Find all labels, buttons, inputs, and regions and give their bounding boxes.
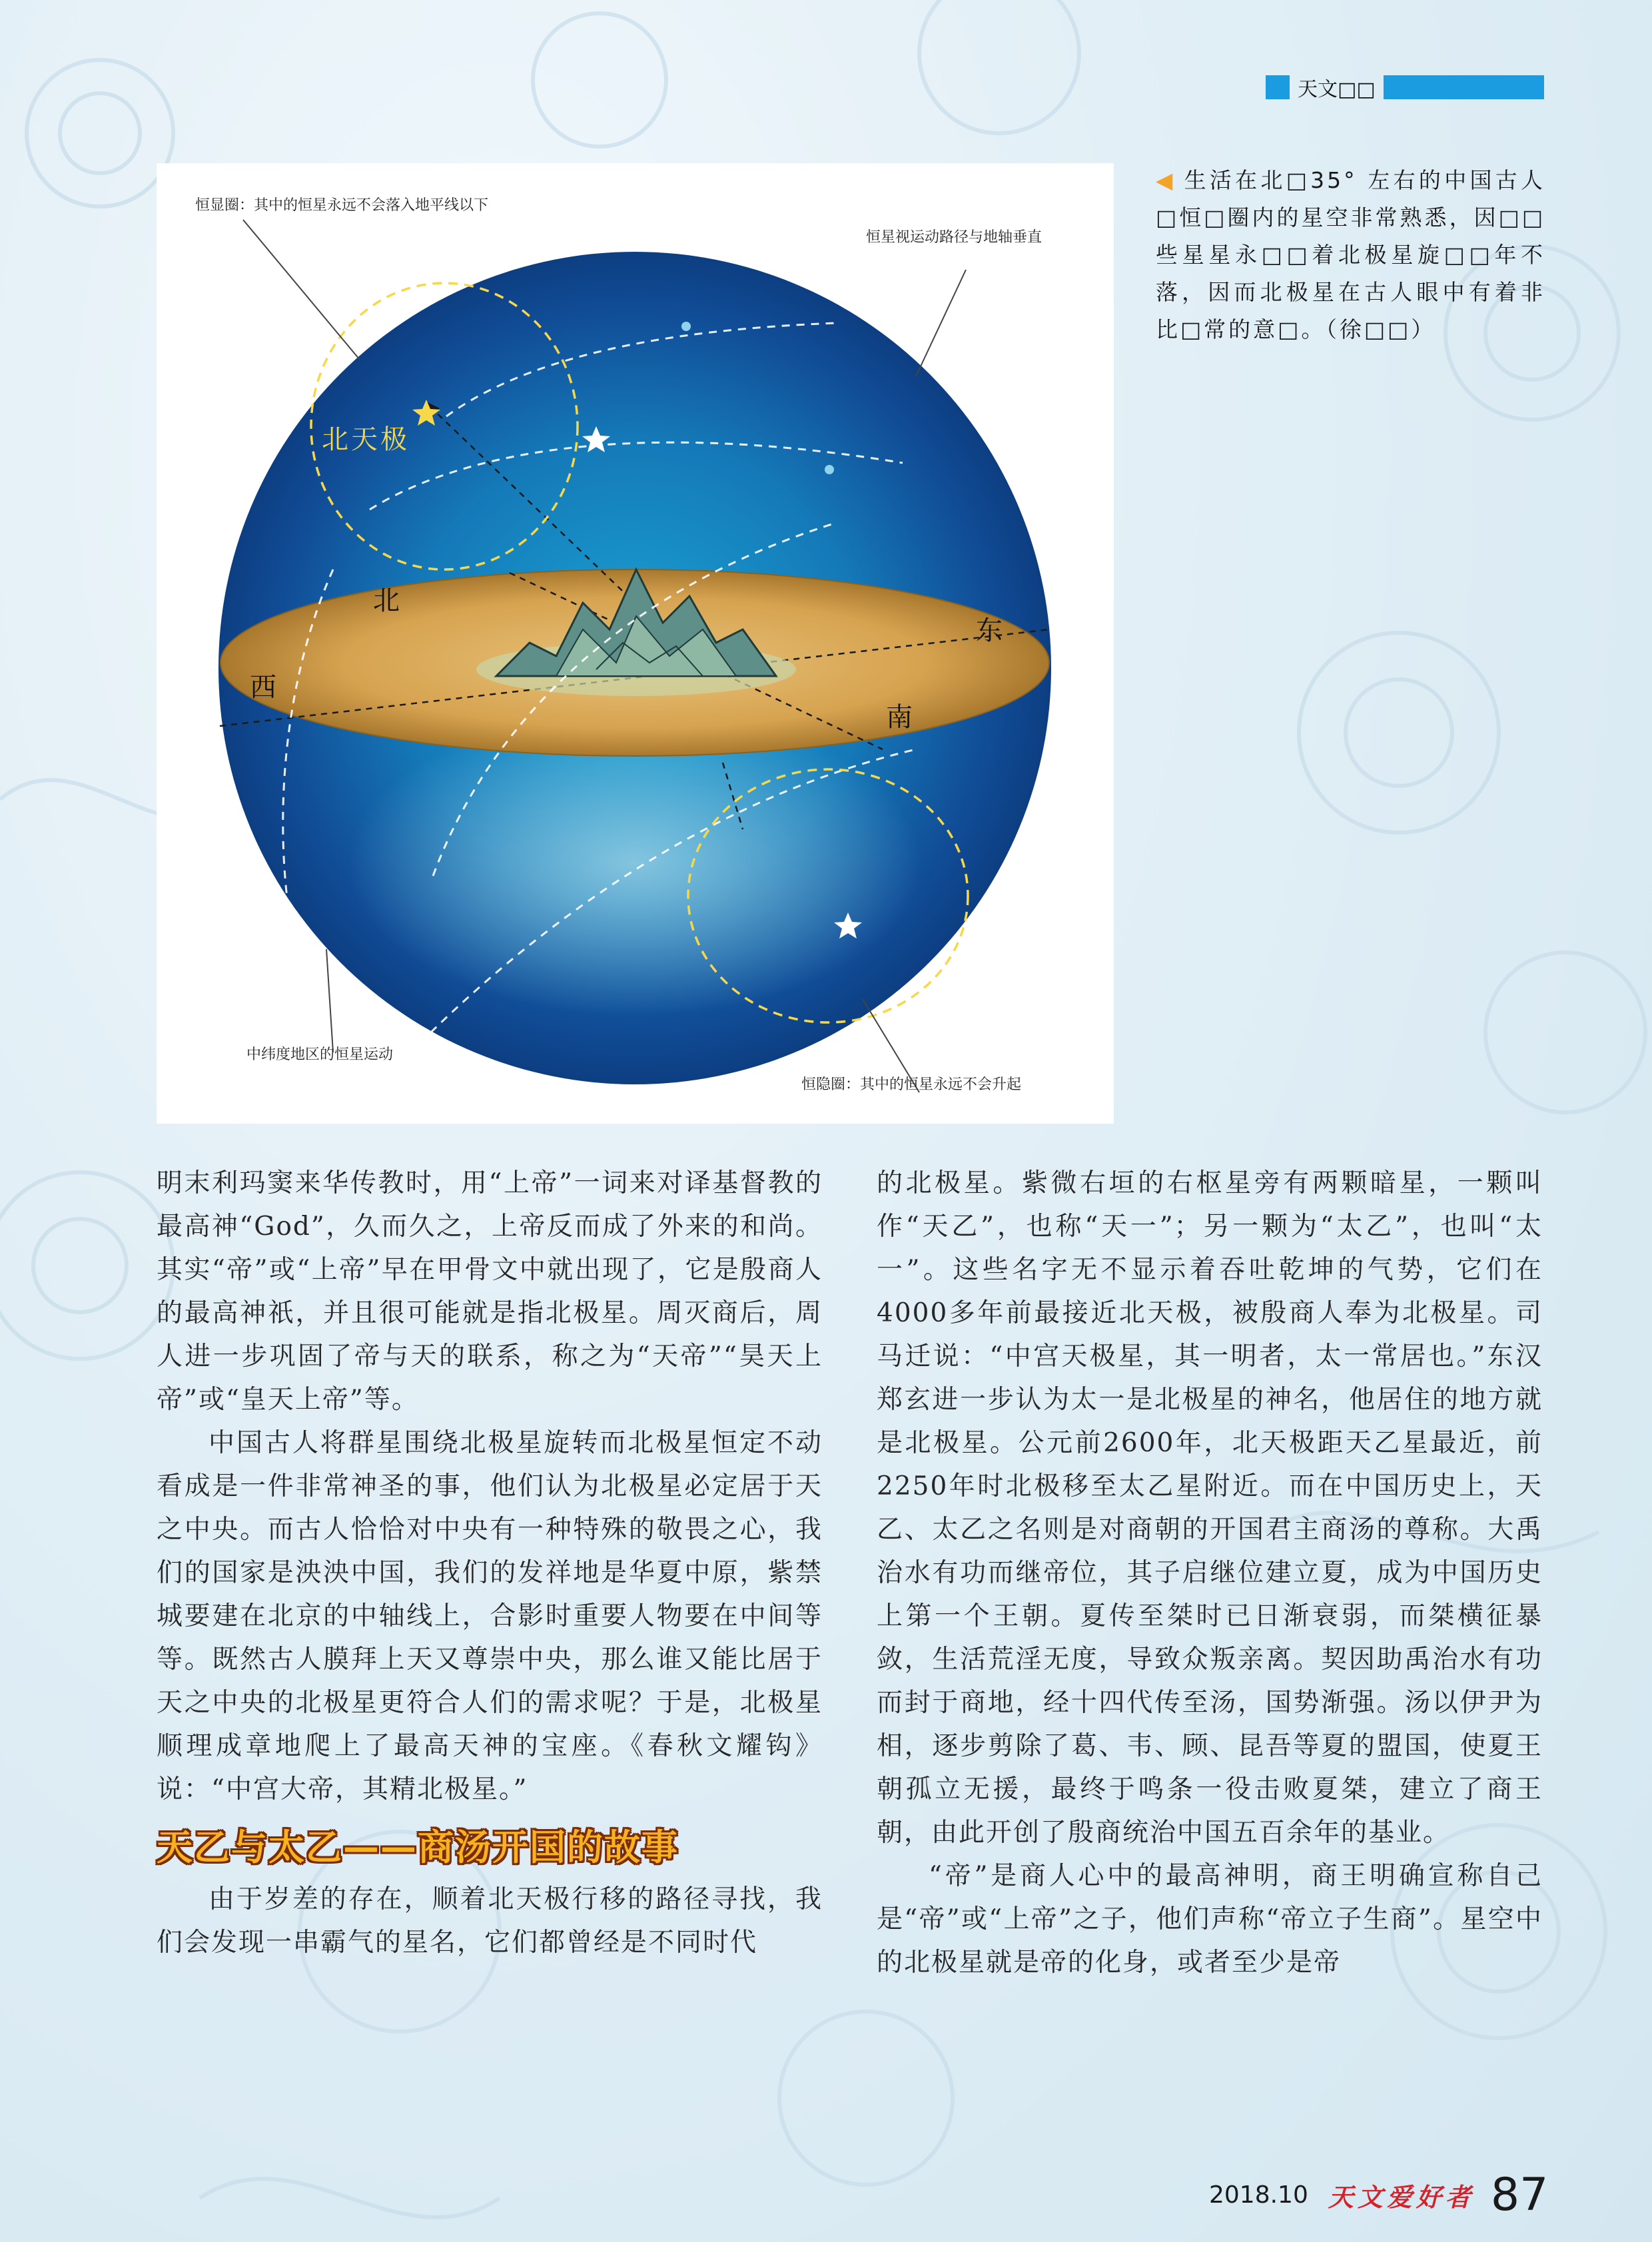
- celestial-sphere-figure: [157, 163, 1114, 1124]
- page-number: 87: [1490, 2168, 1549, 2221]
- star-dot-2: [825, 465, 834, 474]
- leader-path-perpendicular: [916, 270, 966, 376]
- leader-visible-circle: [243, 220, 360, 360]
- label-north: 北: [373, 585, 400, 616]
- section-tag-bar: [1384, 75, 1544, 99]
- issue-date: 2018.10: [1209, 2181, 1308, 2209]
- magazine-name: 天文爱好者: [1328, 2181, 1475, 2212]
- leader-midlat: [326, 949, 333, 1052]
- label-north-pole: 北天极: [322, 424, 410, 455]
- label-west: 西: [250, 672, 276, 703]
- caption-arrow-icon: ◀: [1156, 167, 1176, 193]
- section-tag: [1266, 73, 1544, 101]
- right-paragraph-2: “帝”是商人心中的最高神明，商王明确宣称自己是“帝”或“上帝”之子，他们声称“帝立子生商”。星空中的北极星就是帝的化身，或者至少是帝: [877, 1861, 1543, 1978]
- page-footer: [1209, 2168, 1548, 2221]
- section-tag-square: [1266, 75, 1290, 99]
- left-column: [157, 1162, 823, 1964]
- left-paragraph-2: 中国古人将群星围绕北极星旋转而北极星恒定不动看成是一件非常神圣的事，他们认为北极星必定居于天之中央。而古人恰恰对中央有一种特殊的敬畏之心，我们的国家是泱泱中国，我们的发祥地是华夏中原，紫禁城要建在北京的中轴线上，合影时重要人物要在中间等等。既然古人膜拜上天又尊崇中央，那么谁又能比居于天之中央的北极星更符合人们的需求呢？于是，北极星顺理成章地爬上了最高天神的宝座。《春秋文耀钩》说：“中宫大帝，其精北极星。”: [157, 1428, 823, 1804]
- label-visible-circle: 恒显圈：其中的恒星永远不会落入地平线以下: [195, 197, 489, 214]
- figure-caption: [1156, 162, 1545, 348]
- left-paragraph-1: 明末利玛窦来华传教时，用“上帝”一词来对译基督教的最高神“God”，久而久之，上帝反而成了外来的和尚。其实“帝”或“上帝”早在甲骨文中就出现了，它是殷商人的最高神祇，并且很可能就是指北极星。周灭商后，周人进一步巩固了帝与天的联系，称之为“天帝”“昊天上帝”或“皇天上帝”等。: [157, 1168, 823, 1415]
- label-east: 东: [976, 615, 1003, 646]
- label-path-perpendicular: 恒星视运动路径与地轴垂直: [866, 229, 1042, 246]
- section-heading: 天乙与太乙——商汤开国的故事: [157, 1826, 679, 1868]
- label-south: 南: [886, 702, 913, 733]
- label-hidden-circle: 恒隐圈：其中的恒星永远不会升起: [801, 1076, 1022, 1093]
- left-paragraph-3: 由于岁差的存在，顺着北天极行移的路径寻找，我们会发现一串霸气的星名，它们都曾经是不同时代: [157, 1884, 823, 1958]
- celestial-sphere-diagram: [157, 163, 1114, 1124]
- label-midlat: 中纬度地区的恒星运动: [246, 1046, 394, 1063]
- right-column: [877, 1162, 1543, 1984]
- star-dot-1: [681, 322, 691, 331]
- right-paragraph-1: 的北极星。紫微右垣的右枢星旁有两颗暗星，一颗叫作“天乙”，也称“天一”；另一颗为“太乙”，也叫“太一”。这些名字无不显示着吞吐乾坤的气势，它们在4000多年前最接近北天极，被殷商人奉为北极星。司马迁说：“中宫天极星，其一明者，太一常居也。”东汉郑玄进一步认为太一是北极星的神名，他居住的地方就是北极星。公元前2600年，北天极距天乙星最近，前2250年时北极移至太乙星附近。而在中国历史上，天乙、太乙之名则是对商朝的开国君主商汤的尊称。大禹治水有功而继帝位，其子启继位建立夏，成为中国历史上第一个王朝。夏传至桀时已日渐衰弱，而桀横征暴敛，生活荒淫无度，导致众叛亲离。契因助禹治水有功而封于商地，经十四代传至汤，国势渐强。汤以伊尹为相，逐步剪除了葛、韦、顾、昆吾等夏的盟国，使夏王朝孤立无援，最终于鸣条一役击败夏桀，建立了商王朝，由此开创了殷商统治中国五百余年的基业。: [877, 1168, 1543, 1848]
- section-tag-label: 天文□□: [1298, 78, 1376, 101]
- caption-text: 生活在北□35° 左右的中国古人□恒□圈内的星空非常熟悉，因□□些星星永□□着北极星旋□□年不落，因而北极星在古人眼中有着非比□常的意□。（徐□□）: [1156, 167, 1545, 342]
